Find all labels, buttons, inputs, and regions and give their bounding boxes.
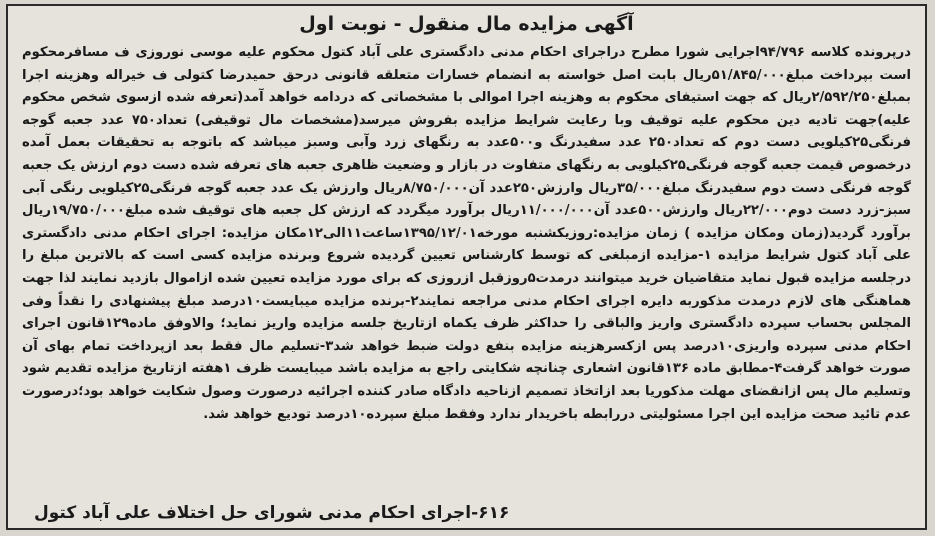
- auction-notice: [6, 4, 927, 530]
- notice-body: درپرونده کلاسه ۹۴/۷۹۶اجرایی شورا مطرح دراجرای احکام مدنی دادگستری علی آباد کتول محکوم علیه موسی نوروزی ف مسافرمحکوم است بپرداخت مبلغ۵۱/۸۴۵/۰۰۰ریال بابت اصل خواسته به انضمام خسارات متعلقه قانونی درحق حمیدرضا کتولی ف خیراله وهزینه اجرا بمبلغ۲/۵۹۲/۲۵۰ریال که جهت استیفای محکوم به وهزینه اجرا اموالی با مشخصاتی که دردامه خواهد آمد(تعرفه شده ازسوی شخص محکوم علیه)جهت تادیه دین محکوم علیه توقیف وبا رعایت شرایط مزایده بفروش میرسد(مشخصات مال توقیفی) تعداد۷۵۰ عدد جعبه گوجه فرنگی۲۵کیلویی دست دوم که تعداد۲۵۰ عدد سفیدرنگ و۵۰۰عدد به رنگهای زرد وآبی وسبز میباشد که باتوجه به تحقیقات بعمل آمده درخصوص قیمت جعبه گوجه فرنگی۲۵کیلویی به رنگهای متفاوت در بازار و وضعیت ظاهری جعبه های تعرفه شده دست دوم ارزش یک جعبه گوجه فرنگی دست دوم سفیدرنگ مبلغ۳۵/۰۰۰ریال وارزش۲۵۰عدد آن۸/۷۵۰/۰۰۰ریال وارزش یک عدد جعبه گوجه فرنگی۲۵کیلویی رنگی آبی سبز-زرد دست دوم۲۲/۰۰۰ریال وارزش۵۰۰عدد آن۱۱/۰۰۰/۰۰۰ریال برآورد میگردد که ارزش کل جعبه های توقیف شده مبلغ۱۹/۷۵۰/۰۰۰ریال برآورد گردید(زمان ومکان مزایده ) زمان مزایده:روزیکشنبه مورخه۱۳۹۵/۱۲/۰۱ساعت۱۱الی۱۲مکان مزایده: اجرای احکام مدنی دادگستری علی آباد کتول شرایط مزایده ۱-مزایده ازمبلغی که توسط کارشناس تعیین گردیده شروع وبرنده مزایده کسی است که بالاترین مبلغ را درجلسه مزایده قبول نماید متقاضیان خرید میتوانند درمدت۵روزقبل ازروزی که برای مورد مزایده تعیین شده ازاموال بازدید نمایند لذا جهت هماهنگی های لازم درمدت مذکوربه دایره اجرای احکام مدنی مراجعه نمایند۲-برنده مزایده میبایست۱۰درصد مبلغ پیشنهادی را نقداً وفی المجلس بحساب سپرده دادگستری واریز والباقی را حداکثر ظرف یکماه ازتاریخ جلسه مزایده واریز نماید؛ والاوفق ماده۱۲۹قانون اجرای احکام مدنی سپرده واریزی۱۰درصد پس ازکسرهزینه مزایده بنفع دولت ضبط خواهد شد۳-تسلیم مال فقط بعد ازپرداخت تمام بهای آن صورت خواهد گرفت۴-مطابق ماده ۱۳۶قانون اشعاری چنانچه شکایتی راجع به مزایده باشد میبایست ظرف ۱هفته ازتاریخ مزایده تقدیم شود وتسلیم مال پس ازانقضای مهلت مذکوریا بعد ازاتخاذ تصمیم ازناحیه دادگاه صادر کننده اجرائیه درصورت وصول شکایت خواهد بود؛درصورت عدم تائید صحت مزایده این اجرا مسئولیتی دررابطه باخریدار ندارد وفقط مبلغ سپرده۱۰درصد تودیع خواهد شد.: [22, 45, 912, 422]
- notice-title: آگهی مزایده مال منقول - نوبت اول: [299, 13, 634, 35]
- notice-signature: ۶۱۶-اجرای احکام مدنی شورای حل اختلاف علی آباد کتول: [34, 503, 510, 523]
